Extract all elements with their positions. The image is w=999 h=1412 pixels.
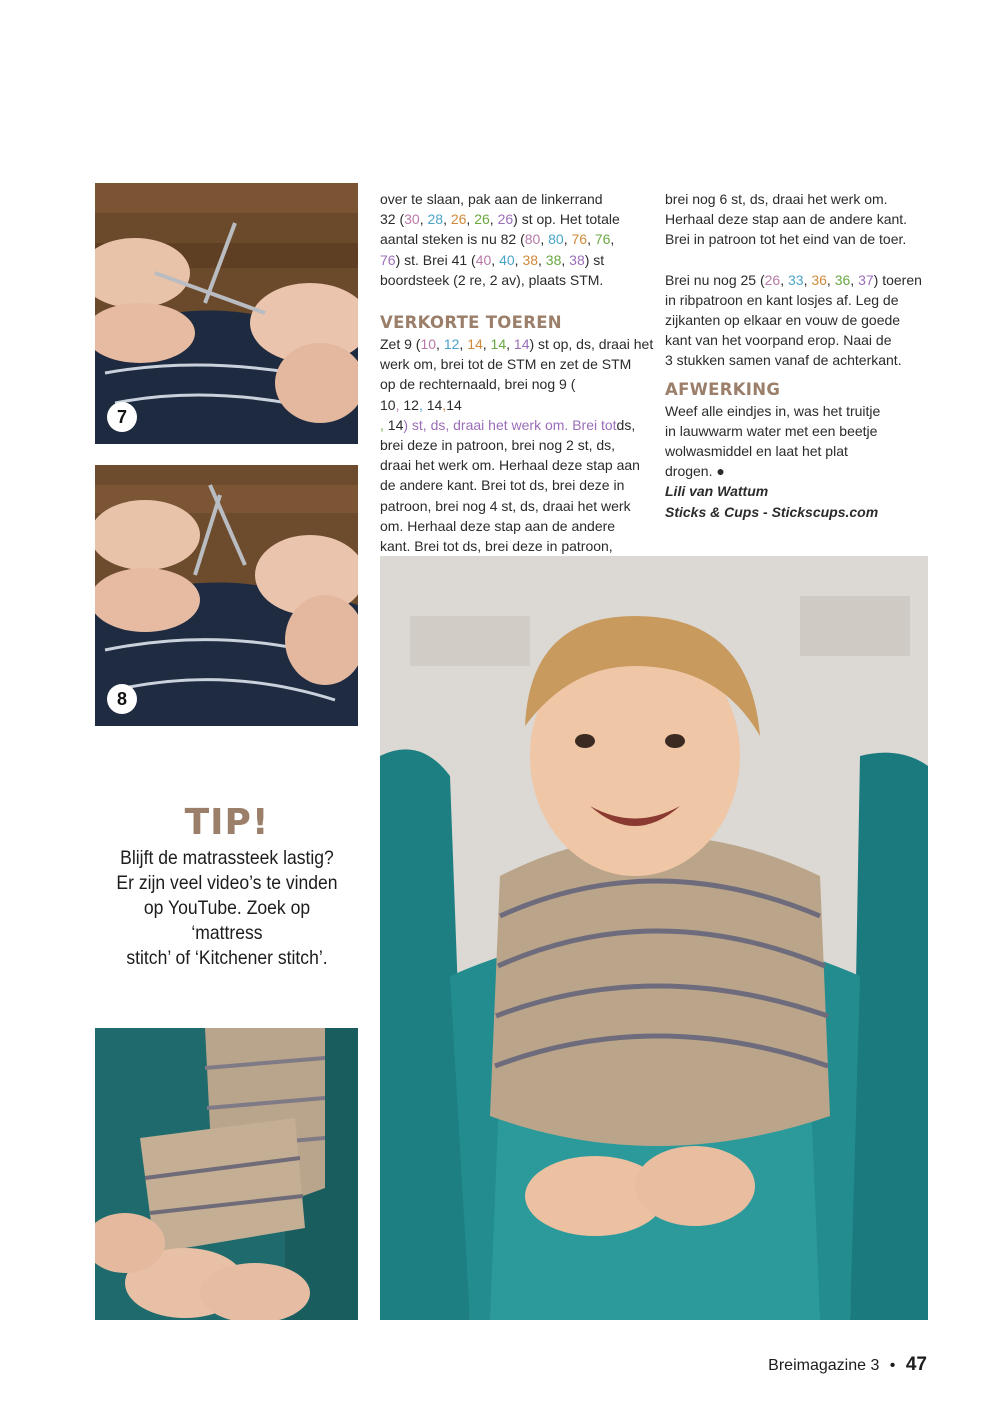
photo-sleeve-detail [95,1028,358,1320]
tip-title: TIP! [184,802,270,843]
text-column-1 [380,189,655,556]
tip-text: Blijft de matrassteek lastig? Er zijn veel video’s te vinden op YouTube. Zoek op ‘mattress stitch’ of ‘Kitchener stitch’. [116,847,338,969]
step-number-badge: 8 [107,684,137,714]
bullet-separator: • [889,1357,896,1374]
heading-verkorte-toeren: VERKORTE TOEREN [380,313,562,333]
photo-step-7 [95,183,358,444]
text-column-2 [665,189,935,522]
heading-afwerking: AFWERKING [665,379,781,399]
author-source: Sticks & Cups - Stickscups.com [665,503,879,520]
photo-step-8 [95,465,358,726]
paragraph-continue: brei nog 6 st, ds, draai het werk om. Herhaal deze stap aan de andere kant. Brei in patroon tot het eind van de toer. [665,191,908,248]
paragraph-cast-on: over te slaan, pak aan de linkerrand 32 (30, 28, 26, 26, 26) st op. Het totale aantal steken is nu 82 (80, 80, 76, 76, 76) st. Brei 41 (40, 40, 38, 38, 38) st boordsteek (2 re, 2 av), plaats STM. [380,191,620,288]
paragraph-short-rows: Zet 9 (10, 12, 14, 14, 14) st op, ds, draai het werk om, brei tot de STM en zet de STM op de rechternaald, brei nog 9 ( 10, 12, 14,14 , 14) st, ds, draai het werk om. Brei totds, brei deze in patroon, brei nog 2 st, ds, draai het werk om. Herhaal deze stap aan de andere kant. Brei tot ds, brei deze in patroon, brei nog 4 st, ds, draai het werk om. Herhaal deze stap aan de andere kant. Brei tot ds, brei deze in patroon, [380,336,654,555]
page-footer [768,1354,927,1376]
paragraph-ribbing: Brei nu nog 25 (26, 33, 36, 36, 37) toeren in ribpatroon en kant losjes af. Leg de zijkanten op elkaar en vouw de goede kant van het voorpand erop. Naai de 3 stukken samen vanaf de achterkant. [665,271,922,369]
photo-child-on-slide [380,556,928,1320]
author-name: Lili van Wattum [665,483,769,500]
step-number-badge: 7 [107,402,137,432]
paragraph-finishing: Weef alle eindjes in, was het truitje in lauwwarm water met een beetje wolwasmiddel en laat het plat drogen. ● [665,402,881,480]
magazine-name: Breimagazine 3 [768,1357,880,1374]
tip-box [96,800,358,971]
page-number: 47 [905,1354,927,1375]
